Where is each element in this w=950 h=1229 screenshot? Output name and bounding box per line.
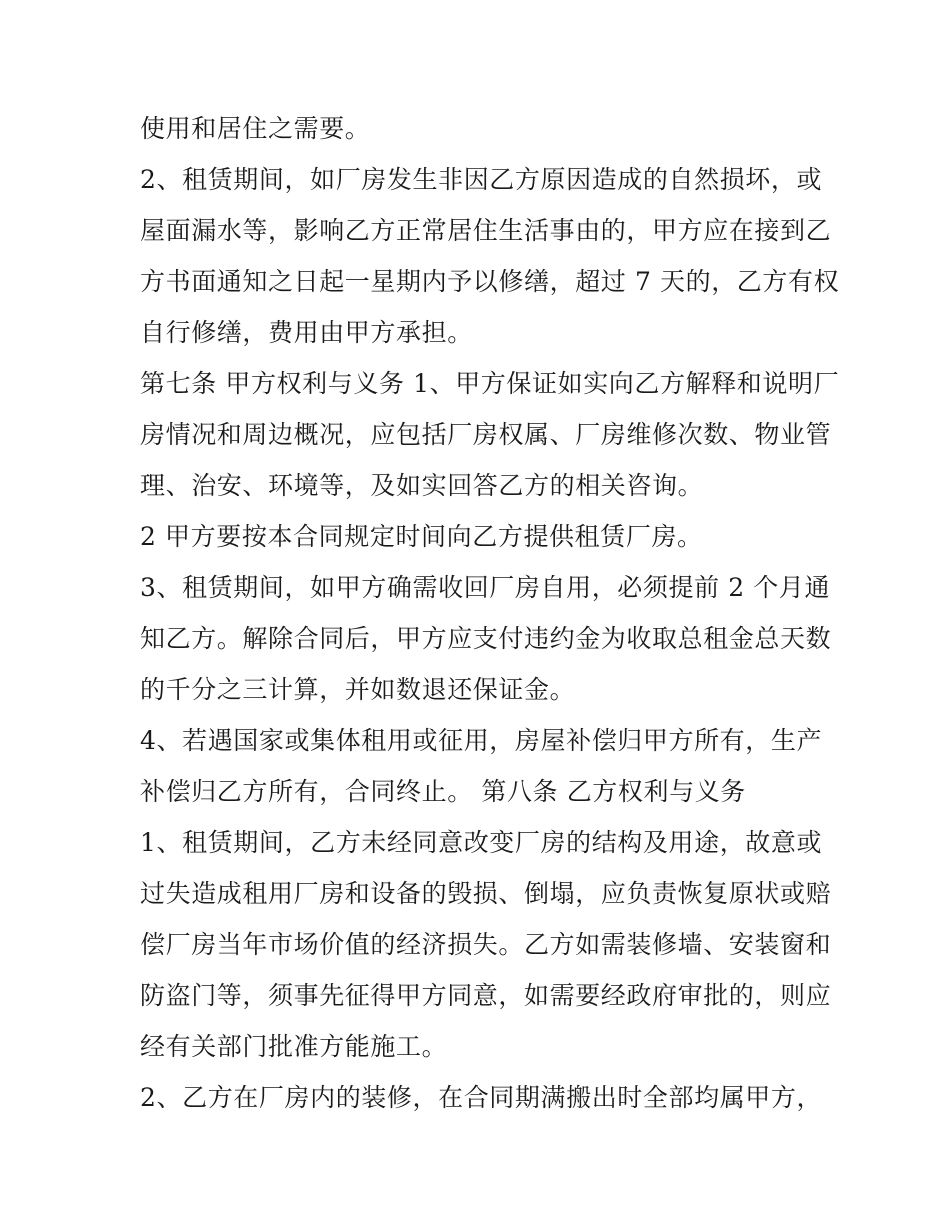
text-line: 方书面通知之日起一星期内予以修缮，超过 7 天的，乙方有权 [140, 267, 840, 296]
text-line: 第七条 甲方权利与义务 1、甲方保证如实向乙方解释和说明厂 [140, 369, 840, 398]
text-line: 过失造成租用厂房和设备的毁损、倒塌，应负责恢复原状或赔 [140, 879, 832, 908]
text-line: 1、租赁期间，乙方未经同意改变厂房的结构及用途，故意或 [140, 828, 823, 857]
text-line: 自行修缮，费用由甲方承担。 [140, 318, 473, 347]
text-line: 知乙方。解除合同后，甲方应支付违约金为收取总租金总天数 [140, 624, 832, 653]
text-line: 经有关部门批准方能施工。 [140, 1032, 448, 1061]
text-line: 屋面漏水等，影响乙方正常居住生活事由的，甲方应在接到乙 [140, 216, 832, 245]
text-line: 理、治安、环境等，及如实回答乙方的相关咨询。 [140, 471, 704, 500]
text-line: 2、租赁期间，如厂房发生非因乙方原因造成的自然损坏，或 [140, 165, 823, 194]
text-line: 2、乙方在厂房内的装修，在合同期满搬出时全部均属甲方， [140, 1083, 823, 1112]
text-line: 偿厂房当年市场价值的经济损失。乙方如需装修墙、安装窗和 [140, 930, 832, 959]
text-line: 4、若遇国家或集体租用或征用，房屋补偿归甲方所有，生产 [140, 726, 823, 755]
text-line: 防盗门等，须事先征得甲方同意，如需要经政府审批的，则应 [140, 981, 832, 1010]
text-line: 2 甲方要按本合同规定时间向乙方提供租赁厂房。 [140, 522, 703, 551]
text-line: 3、租赁期间，如甲方确需收回厂房自用，必须提前 2 个月通 [140, 573, 831, 602]
text-line: 房情况和周边概况，应包括厂房权属、厂房维修次数、物业管 [140, 420, 832, 449]
text-line: 的千分之三计算，并如数退还保证金。 [140, 675, 576, 704]
text-line: 补偿归乙方所有，合同终止。 第八条 乙方权利与义务 [140, 777, 746, 806]
text-line: 使用和居住之需要。 [140, 114, 371, 143]
